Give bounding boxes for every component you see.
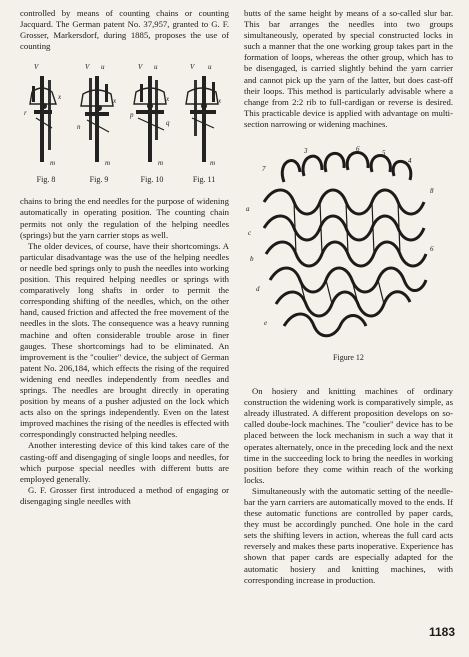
figure-label: b <box>250 255 254 264</box>
figure-label: V <box>138 63 143 72</box>
figure-label: V <box>85 63 90 72</box>
figure-caption: Figure 12 <box>333 353 364 363</box>
left-column <box>20 8 229 507</box>
figure-12-drawing <box>254 142 444 342</box>
figure-label: r <box>24 109 27 118</box>
figure-label: 3 <box>304 147 308 156</box>
paragraph: controlled by means of counting chains or counting Jacquard. The German patent No. 37,957, granted to G. F. Grosser, Markersdorf, during 1885, proposes the use of counting <box>20 8 229 52</box>
figure-label: m <box>210 159 216 168</box>
paragraph: Simultaneously with the automatic setting of the needle-bar the yarn carriers are automatically moved to the ends. If these automatic functions are controlled by paper cards, they must be accordingly punched. One hole in the card sets the shifting levers in action, whereas the full card acts reversely and makes these parts inoperative. Experience has shown that paper cards are especially adapted for the automatic hosiery and knitting machines, with corresponding increase in production. <box>244 485 453 585</box>
paragraph: chains to bring the end needles for the purpose of widening automatically in operating position. The counting chain permits not only the regulation of the helping needles (springs) but the yarn carrier stops as well. <box>20 196 229 240</box>
figure-caption: Fig. 11 <box>192 175 216 185</box>
paragraph: butts of the same height by means of a so-called slur bar. This bar arranges the needles into two groups simultaneously, operated by special constructed locks in such a manner that the one working group takes part in the formation of loops, whereas the other group, which has to be disengaged, is carried slightly behind the yarn carrier and cannot pick up the yarn of the latter, but does cast-off their loops. This method is particularly advisable where a change from 2:2 rib to full-cardigan or reverse is desired. This practicable device is applied with advantage on multi-section narrowing or widening machines. <box>244 8 453 129</box>
paragraph: G. F. Grosser first introduced a method of engaging or disengaging single needles with <box>20 484 229 506</box>
figure-label: a <box>246 205 250 214</box>
figure-8-drawing <box>22 62 70 170</box>
figure-label: e <box>264 319 268 328</box>
figure-label: m <box>105 159 111 168</box>
figure-label: x <box>218 97 222 106</box>
figure-11 <box>180 62 228 170</box>
paragraph: On hosiery and knitting machines of ordinary construction the widening work is comparatively simple, as already illustrated. A different proposition develops on so-called doube-lock machines. The "coulier" device has to be placed between the lock mechanism in such a way that it operates alternately, once in the preceding lock and the next time in the succeeding lock to bring the needles in working position before they come within reach of the working locks. <box>244 386 453 485</box>
figure-label: m <box>158 159 164 168</box>
figure-label: u <box>154 63 158 72</box>
figure-8 <box>22 62 70 170</box>
right-column <box>244 8 453 586</box>
figure-label: V <box>34 63 39 72</box>
figure-label: 6 <box>430 245 434 254</box>
figure-caption: Fig. 9 <box>89 175 109 185</box>
figure-label: 8 <box>430 187 434 196</box>
figure-11-drawing <box>180 62 228 170</box>
figure-9 <box>75 62 123 170</box>
figure-caption: Fig. 10 <box>140 175 164 185</box>
figure-label: 6 <box>356 145 360 154</box>
figure-label: x <box>113 97 117 106</box>
figure-label: c <box>248 229 252 238</box>
figure-label: d <box>256 285 260 294</box>
figure-caption: Fig. 8 <box>36 175 56 185</box>
figure-label: 4 <box>408 157 412 166</box>
figure-label: 7 <box>262 165 266 174</box>
figure-label: V <box>190 63 195 72</box>
figure-label: 5 <box>382 149 386 158</box>
figure-label: q <box>166 119 170 128</box>
page-number: 1183 <box>428 625 455 639</box>
figure-label: n <box>77 123 81 132</box>
figure-label: u <box>208 63 212 72</box>
figure-label: m <box>50 159 56 168</box>
figure-label: u <box>101 63 105 72</box>
figure-9-drawing <box>75 62 123 170</box>
paragraph: The older devices, of course, have their shortcomings. A particular disadvantage was the use of the helping needles or needle bed springs only to push the needles into working position. This required helping needles or springs with comparatively long shafts in order to permit the corresponding shifting of the needles, which, on the other hand, caused friction and affected the free movement of the needles in the slots. The consequence was a heavy running machine and often considerable trouble arose in finer gauges. These shortcomings had to be eliminated. An improvement is the "coulier" device, the subject of German patent No. 206,184, which effects the rising of the required widening end needles independently from needles and springs. The needles are brought directly in operating position by means of a pusher adjusted on the lock which acts also on the springs independently. Even on the latest improved machines the rising of the needles is effected with correspondingly constructed helping needles. <box>20 240 230 440</box>
figure-label: x <box>166 95 170 104</box>
figure-label: p <box>130 111 134 120</box>
paragraph: Another interesting device of this kind takes care of the casting-off and disengaging of single loops and needles, for which purpose special needles with different butts are employed generally. <box>20 440 229 484</box>
figure-10 <box>128 62 176 170</box>
figure-label: x <box>58 93 62 102</box>
figure-10-drawing <box>128 62 176 170</box>
figures-8-11 <box>20 62 229 190</box>
figure-12 <box>244 142 453 378</box>
